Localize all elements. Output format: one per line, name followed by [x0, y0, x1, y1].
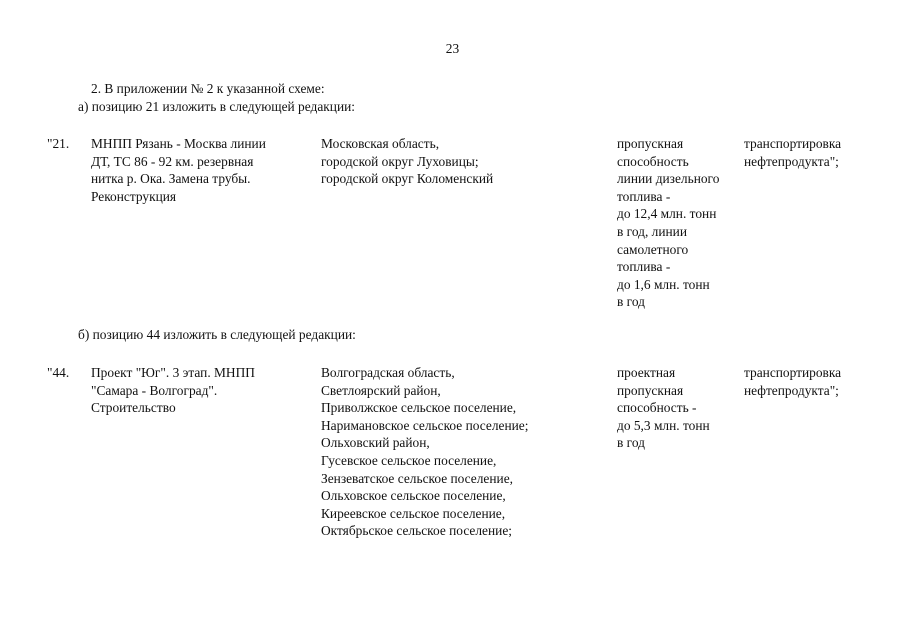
project-location: Московская область, городской округ Луховицы; городской округ Коломенский [321, 136, 494, 187]
project-capacity: проектная пропускная способность - до 5,3 млн. тонн в год [617, 365, 710, 451]
item-b-line: б) позицию 44 изложить в следующей редакции: [78, 327, 356, 342]
project-capacity: пропускная способность линии дизельного топлива - до 12,4 млн. тонн в год, линии самолетного топлива - до 1,6 млн. тонн в год [617, 136, 720, 310]
project-name: Проект "Юг". 3 этап. МНПП "Самара - Волгоград". Строительство [91, 365, 255, 416]
project-purpose: транспортировка нефтепродукта"; [744, 136, 842, 169]
position-number: "44. [47, 365, 70, 380]
position-number: "21. [47, 136, 70, 151]
project-purpose: транспортировка нефтепродукта"; [744, 365, 842, 398]
project-name: МНПП Рязань - Москва линии ДТ, ТС 86 - 92 км. резервная нитка р. Ока. Замена трубы. Реконструкция [91, 136, 266, 204]
intro-line: 2. В приложении № 2 к указанной схеме: [91, 81, 325, 96]
page-number: 23 [445, 41, 460, 56]
item-a-line: а) позицию 21 изложить в следующей редакции: [78, 99, 355, 114]
project-location: Волгоградская область, Светлоярский район, Приволжское сельское поселение, Наримановское сельское поселение; Ольховский район, Гусевское сельское поселение, Зензеватское сельское поселение, Ольховское сельское поселение, Киреевское сельское поселение, Октябрьское сельское поселение; [321, 365, 529, 539]
